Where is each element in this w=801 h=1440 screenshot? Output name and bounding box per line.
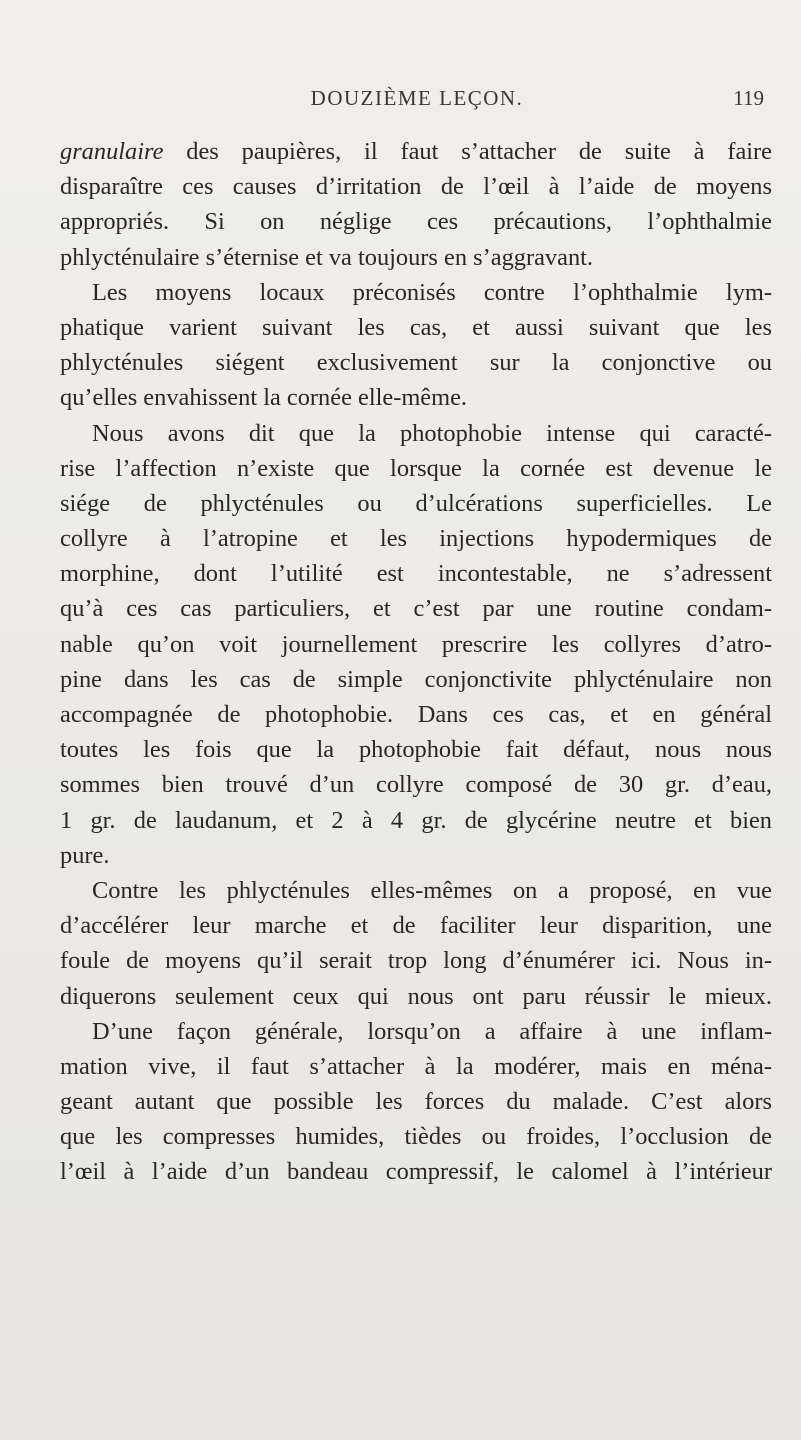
text-line: Contre les phlycténules elles-mêmes on a proposé, en vue — [92, 876, 772, 904]
running-head-title: DOUZIÈME LEÇON. — [310, 86, 524, 110]
text-line: qu’elles envahissent la cornée elle-même. — [60, 384, 468, 412]
text-line: foule de moyens qu’il serait trop long d’énumérer ici. Nous in- — [60, 947, 772, 975]
italic-term: granulaire — [60, 138, 164, 165]
text-line: sommes bien trouvé d’un collyre composé de 30 gr. d’eau, — [60, 771, 772, 799]
text-line: diquerons seulement ceux qui nous ont paru réussir le mieux. — [60, 982, 772, 1010]
text-line: 1 gr. de laudanum, et 2 à 4 gr. de glycérine neutre et bien — [60, 806, 772, 834]
text-line: Les moyens locaux préconisés contre l’ophthalmie lym- — [92, 278, 772, 306]
text-line: accompagnée de photophobie. Dans ces cas, et en général — [60, 701, 772, 728]
text-line: phlycténules siégent exclusivement sur la conjonctive ou — [60, 349, 772, 377]
body-text — [60, 134, 772, 1190]
text-line — [60, 134, 772, 169]
text-line: collyre à l’atropine et les injections hypodermiques de — [60, 525, 772, 553]
text-line: siége de phlycténules ou d’ulcérations superficielles. Le — [60, 489, 772, 517]
page-number: 119 — [733, 86, 764, 110]
text-line: phatique varient suivant les cas, et aussi suivant que les — [60, 313, 772, 341]
text-line: geant autant que possible les forces du malade. C’est alors — [60, 1088, 772, 1116]
text-line: nable qu’on voit journellement prescrire les collyres d’atro- — [60, 630, 772, 658]
text-line: que les compresses humides, tièdes ou froides, l’occlusion de — [60, 1123, 772, 1151]
text-line: qu’à ces cas particuliers, et c’est par une routine condam- — [60, 595, 772, 623]
text-line: pure. — [60, 841, 110, 869]
text-line: toutes les fois que la photophobie fait défaut, nous nous — [60, 736, 772, 764]
text-line: morphine, dont l’utilité est incontestable, ne s’adressent — [60, 560, 772, 588]
text-line: Nous avons dit que la photophobie intense qui caracté- — [92, 419, 772, 447]
text-line: disparaître ces causes d’irritation de l’œil à l’aide de moyens — [60, 173, 772, 201]
text-line: mation vive, il faut s’attacher à la modérer, mais en ména- — [60, 1052, 772, 1080]
text-line: D’une façon générale, lorsqu’on a affaire à une inflam- — [92, 1017, 772, 1045]
text-line: phlycténulaire s’éternise et va toujours en s’aggravant. — [60, 243, 594, 271]
text-line: l’œil à l’aide d’un bandeau compressif, le calomel à l’intérieur — [60, 1158, 772, 1186]
text-line: rise l’affection n’existe que lorsque la cornée est devenue le — [60, 454, 772, 482]
text-line: pine dans les cas de simple conjonctivite phlycténulaire non — [60, 665, 772, 693]
line-text: des paupières, il faut s’attacher de suite à faire — [163, 138, 772, 165]
text-line: d’accélérer leur marche et de faciliter leur disparition, une — [60, 912, 772, 940]
running-head — [62, 86, 772, 120]
text-line: appropriés. Si on néglige ces précautions, l’ophthalmie — [60, 208, 772, 236]
